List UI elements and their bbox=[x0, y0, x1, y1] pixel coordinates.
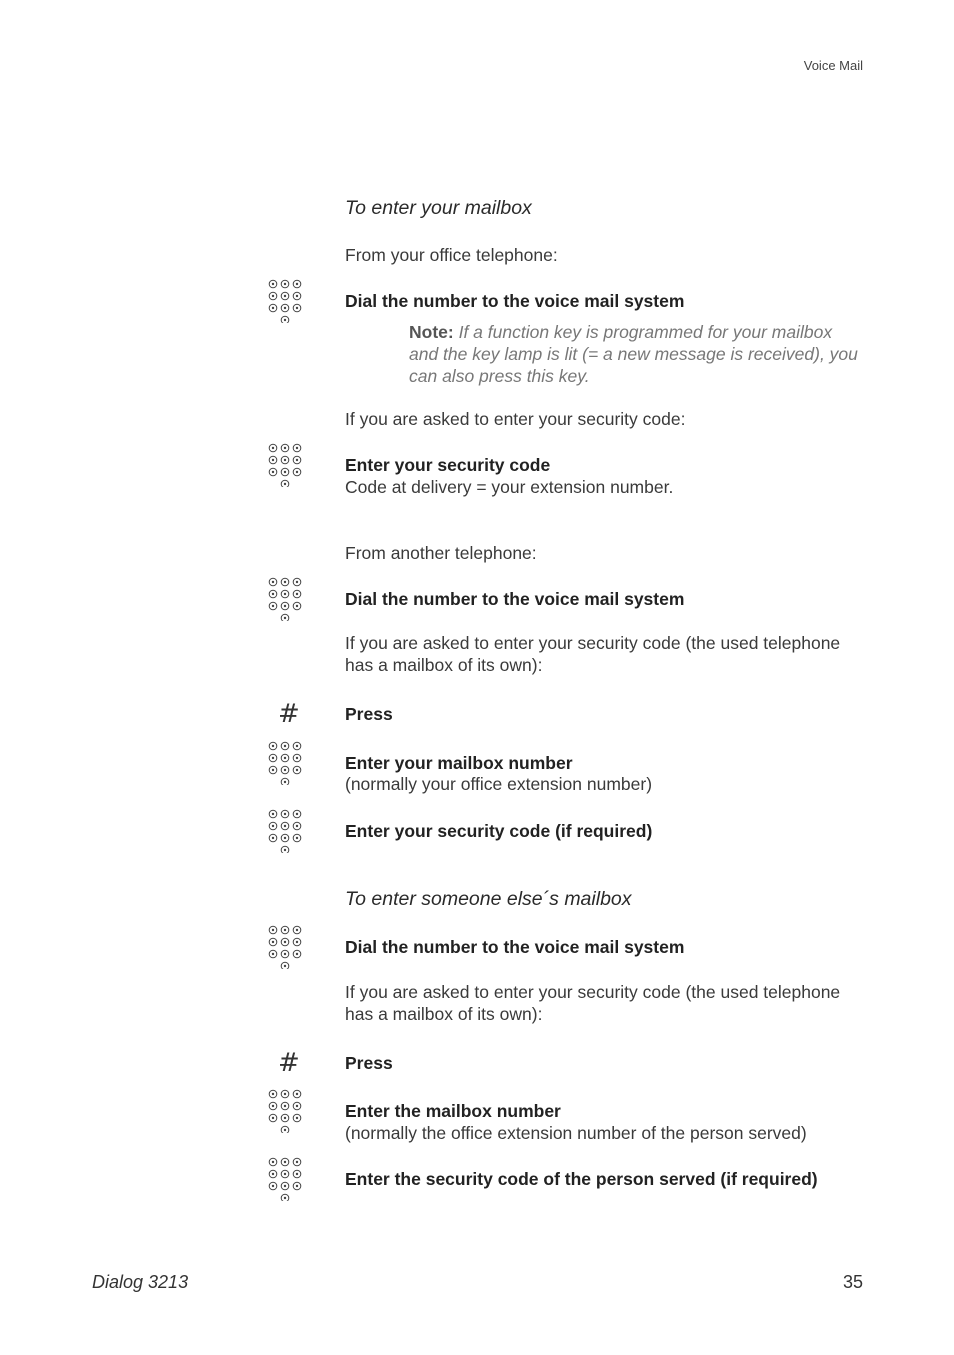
keypad-icon bbox=[268, 443, 302, 487]
note-text: If a function key is programmed for your mailbox and the key lamp is lit (= a new message is received), you can also press this key. bbox=[409, 322, 858, 386]
keypad-icon bbox=[268, 809, 302, 853]
hash-key-icon: # bbox=[278, 699, 300, 729]
asked-code-other-text: If you are asked to enter your security code (the used telephone has a mailbox of its own): bbox=[345, 982, 841, 1024]
note-block bbox=[409, 321, 859, 387]
keypad-icon bbox=[268, 1157, 302, 1201]
step-enter-other-security-code: Enter the security code of the person served (if required) bbox=[345, 1169, 818, 1189]
hash-key-icon: # bbox=[278, 1048, 300, 1078]
from-office-text: From your office telephone: bbox=[345, 245, 558, 265]
step-enter-other-mailbox-number: Enter the mailbox number bbox=[345, 1101, 561, 1121]
section-title-other-mailbox: To enter someone else´s mailbox bbox=[345, 888, 632, 910]
step-press-hash: Press bbox=[345, 704, 393, 724]
page-number: 35 bbox=[842, 1272, 863, 1292]
keypad-icon bbox=[268, 577, 302, 621]
keypad-icon bbox=[268, 1089, 302, 1133]
section-title-own-mailbox: To enter your mailbox bbox=[345, 197, 532, 219]
note-label: Note: bbox=[409, 322, 454, 342]
from-other-text: From another telephone: bbox=[345, 543, 537, 563]
step-press-hash: Press bbox=[345, 1053, 393, 1073]
keypad-icon bbox=[268, 279, 302, 323]
step-enter-mailbox-number: Enter your mailbox number bbox=[345, 753, 573, 773]
footer-model: Dialog 3213 bbox=[92, 1272, 189, 1292]
keypad-icon bbox=[268, 925, 302, 969]
asked-code-own-mailbox-text: If you are asked to enter your security code (the used telephone has a mailbox of its own): bbox=[345, 633, 841, 675]
asked-code-text: If you are asked to enter your security code: bbox=[345, 409, 686, 429]
code-delivery-text: Code at delivery = your extension number. bbox=[345, 477, 674, 497]
other-mailbox-hint-text: (normally the office extension number of the person served) bbox=[345, 1123, 807, 1143]
keypad-icon bbox=[268, 741, 302, 785]
step-dial-voicemail: Dial the number to the voice mail system bbox=[345, 291, 685, 311]
mailbox-hint-text: (normally your office extension number) bbox=[345, 774, 653, 794]
running-header: Voice Mail bbox=[803, 58, 863, 73]
step-dial-voicemail: Dial the number to the voice mail system bbox=[345, 937, 685, 957]
step-enter-security-code: Enter your security code bbox=[345, 455, 551, 475]
step-dial-voicemail: Dial the number to the voice mail system bbox=[345, 589, 685, 609]
step-enter-security-code-if-required: Enter your security code (if required) bbox=[345, 821, 653, 841]
